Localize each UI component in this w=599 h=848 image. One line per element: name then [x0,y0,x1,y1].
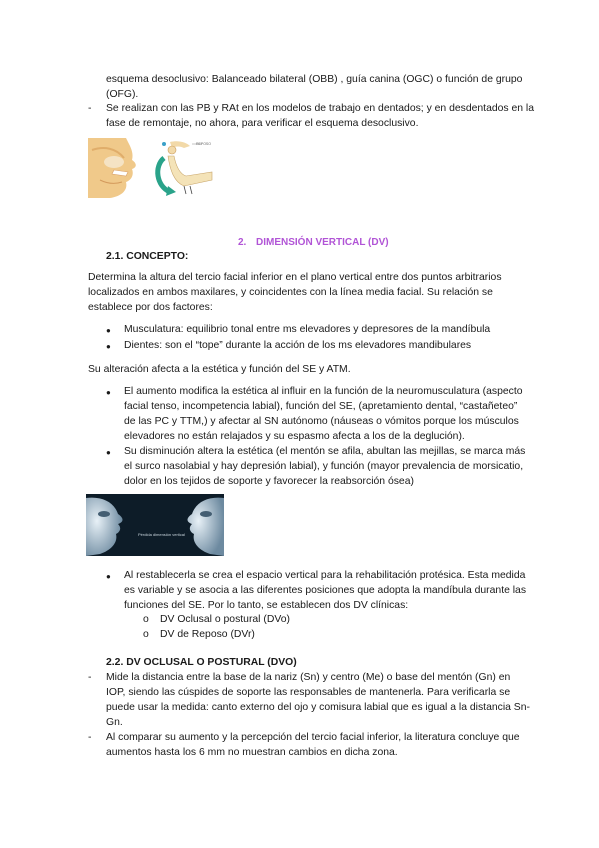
sub-bullet-marker: o [143,614,149,625]
faces-illustration [86,494,224,556]
text-line: elevadores no están relajados y su espasmo afecta a los de la deglución). [124,431,465,442]
svg-text:REPOSO: REPOSO [196,142,211,146]
text-line: Se realizan con las PB y RAt en los modelos de trabajo en dentados; y en desdentados en la [106,103,535,114]
dash-marker: - [88,103,92,114]
list-item: DV Oclusal o postural (DVo) [160,614,290,625]
text-line: facial tenso, incompetencia labial), función del SE, (apretamiento dental, “castañeteo” [124,401,518,412]
list-item: Musculatura: equilibrio tonal entre ms elevadores y depresores de la mandíbula [124,324,491,335]
text-line: de las PC y TTM,) y afectar al SN autónomo (náuseas o vómitos porque los músculos [124,416,519,427]
list-item: DV de Reposo (DVr) [160,629,255,640]
sub-bullet-marker: o [143,629,149,640]
text-line: IOP, siendo las cúspides de soporte las responsables de mantenerla. Para verificarla se [106,687,511,698]
bullet-marker: ● [106,342,111,351]
dash-marker: - [88,732,92,743]
text-line: establece por dos factores: [88,302,213,313]
section-title: DIMENSIÓN VERTICAL (DV) [256,237,389,248]
section-number: 2. [238,237,247,248]
text-line: esquema desoclusivo: Balanceado bilateral (OBB) , guía canina (OGC) o función de grupo [106,74,523,85]
text-line: Determina la altura del tercio facial inferior en el plano vertical entre dos puntos arbitrarios [88,272,502,283]
text-line: funciones del SE. Por lo tanto, se establecen dos DV clínicas: [124,600,409,611]
bullet-marker: ● [106,572,111,581]
dash-marker: - [88,672,92,683]
text-line: puede usar la medida: canto externo del ojo y comisura labial que es igual a la distancia Sn- [106,702,530,713]
text-line: Al restablecerla se crea el espacio vertical para la rehabilitación protésica. Esta medida [124,570,526,581]
text-line: Su disminución altera la estética (el mentón se afila, abultan las mejillas, se marca más [124,446,526,457]
text-line: fase de remontaje, no ahora, para verificar el esquema desoclusivo. [106,118,419,129]
text-line: dolor en los tejidos de soporte y favorecer la reabsorción ósea) [124,476,414,487]
text-line: (OFG). [106,89,139,100]
subsection-title: 2.2. DV OCLUSAL O POSTURAL (DVO) [106,657,297,668]
text-line: es variable y se asocia a las diferentes posiciones que adopta la mandíbula durante las [124,585,527,596]
text-line: el surco nasolabial y hay depresión labial), y función (mayor prevalencia de morsicatio, [124,461,524,472]
jaw-illustration [86,136,218,200]
bullet-marker: ● [106,448,111,457]
bullet-marker: ● [106,388,111,397]
subsection-title: 2.1. CONCEPTO: [106,251,189,262]
text-line: El aumento modifica la estética al influir en la función de la neuromusculatura (aspecto [124,386,523,397]
text-line: Mide la distancia entre la base de la nariz (Sn) y centro (Me) o base del mentón (Gn) en [106,672,511,683]
list-item: Dientes: son el “tope” durante la acción de los ms elevadores mandibulares [124,340,472,351]
text-line: aumentos hasta los 6 mm no muestran cambios en dicha zona. [106,747,398,758]
text-line: Gn. [106,717,123,728]
text-line: Su alteración afecta a la estética y función del SE y ATM. [88,364,351,375]
image-caption: Pérdida dimensión vertical [138,532,185,537]
text-line: Al comparar su aumento y la percepción del tercio facial inferior, la literatura concluye que [106,732,520,743]
text-line: localizados en ambos maxilares, y coincidentes con la línea media facial. Su relación se [88,287,493,298]
bullet-marker: ● [106,326,111,335]
